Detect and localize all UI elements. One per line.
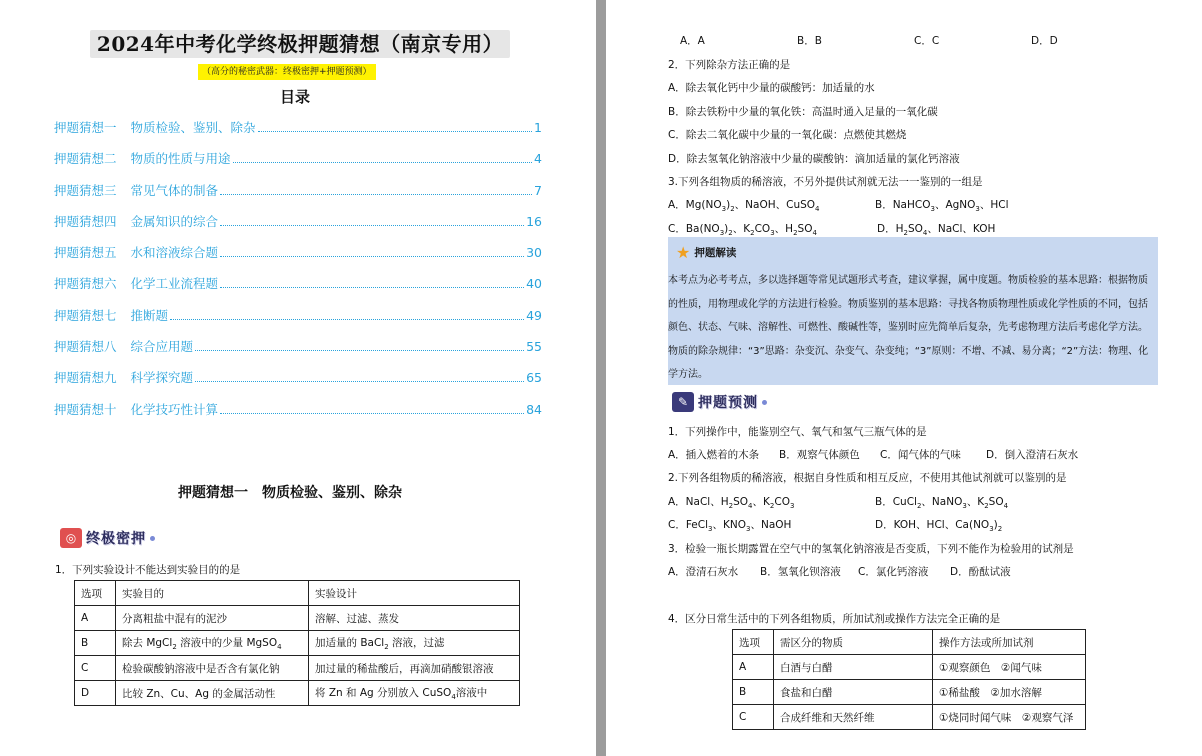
table-row: C 检验碳酸钠溶液中是否含有氯化钠 加过量的稀盐酸后，再滴加硝酸银溶液 bbox=[75, 656, 520, 681]
right-page bbox=[606, 0, 1202, 756]
q3-options-row-2: C．$Ba(NO_3)_2$、$K_2CO_3$、$H_2SO_4$ D．$H_2SO_4$、NaCl、KOH bbox=[668, 223, 996, 238]
toc-entry[interactable]: 押题猜想三 常见气体的制备 7 bbox=[54, 182, 542, 198]
toc-entry[interactable]: 押题猜想六 化学工业流程题 40 bbox=[54, 276, 542, 292]
toc-entry[interactable]: 押题猜想四 金属知识的综合 16 bbox=[54, 213, 542, 229]
prediction-question-3: 3．检验一瓶长期露置在空气中的氢氧化钠溶液是否变质，下列不能作为检验用的试剂是 bbox=[668, 543, 1074, 555]
left-page bbox=[0, 0, 596, 756]
experiment-table bbox=[74, 580, 520, 706]
prediction-question-1: 1．下列操作中，能鉴别空气、氧气和氢气三瓶气体的是 bbox=[668, 426, 927, 438]
badge-final-secret: ◎ 终极密押 bbox=[60, 528, 155, 548]
page-gap bbox=[596, 0, 606, 756]
toc-entry[interactable]: 押题猜想七 推断题 49 bbox=[54, 307, 542, 323]
p2-options-row-2: C．FeCl$_3$、$KNO_3$、NaOH D．KOH、HCl、$Ca(NO_3)_2$ bbox=[668, 519, 1003, 534]
star-icon: ★ bbox=[676, 243, 691, 262]
document-title: 2024年中考化学终极押题猜想（南京专用） bbox=[90, 30, 510, 58]
table-header-row: 选项 实验目的 实验设计 bbox=[75, 581, 520, 606]
document-subtitle: （高分的秘密武器：终极密押+押题预测） bbox=[198, 64, 376, 80]
toc-entry[interactable]: 押题猜想五 水和溶液综合题 30 bbox=[54, 245, 542, 261]
table-row: B 除去 MgCl$_2$ 溶液中的少量 MgSO$_4$ 加适量的 BaCl$_2$ 溶液，过滤 bbox=[75, 631, 520, 656]
question-1: 1．下列实验设计不能达到实验目的的是 bbox=[55, 564, 241, 576]
analysis-title: 押题解读 bbox=[694, 247, 737, 259]
prediction-question-2: 2.下列各组物质的稀溶液，根据自身性质和相互反应，不使用其他试剂就可以鉴别的是 bbox=[668, 472, 1067, 484]
p3-options-row: A．澄清石灰水 B．氢氧化钡溶液 C．氯化钙溶液 D．酚酞试液 bbox=[668, 566, 1011, 578]
toc-entry[interactable]: 押题猜想二 物质的性质与用途 4 bbox=[54, 151, 542, 167]
question-2: 2．下列除杂方法正确的是 bbox=[668, 59, 791, 71]
toc-entry[interactable]: 押题猜想九 科学探究题 65 bbox=[54, 370, 542, 386]
table-row: A 分离粗盐中混有的泥沙 溶解、过滤、蒸发 bbox=[75, 606, 520, 631]
badge-prediction: ✎ 押题预测 bbox=[672, 392, 767, 412]
toc-entry[interactable]: 押题猜想一 物质检验、鉴别、除杂 1 bbox=[54, 120, 542, 135]
table-row: B 食盐和白醋 ①稀盐酸 ②加水溶解 bbox=[733, 680, 1086, 705]
toc-heading: 目录 bbox=[280, 88, 311, 106]
prediction-question-4: 4．区分日常生活中的下列各组物质，所加试剂或操作方法完全正确的是 bbox=[668, 613, 1001, 625]
q2-option-b: B．除去铁粉中少量的氧化铁：高温时通入足量的一氧化碳 bbox=[668, 106, 938, 118]
p1-options-row: A．插入燃着的木条 B．观察气体颜色 C．闻气体的气味 D．倒入澄清石灰水 bbox=[668, 449, 1079, 461]
q2-option-d: D．除去氢氧化钠溶液中少量的碳酸钠：滴加适量的氯化钙溶液 bbox=[668, 153, 960, 165]
table-row: A 白酒与白醋 ①观察颜色 ②闻气味 bbox=[733, 655, 1086, 680]
q3-options-row-1: A．$Mg(NO_3)_2$、NaOH、CuSO$_4$ B．NaHCO$_3$、AgNO$_3$、HCl bbox=[668, 199, 1009, 214]
q2-option-c: C．除去二氧化碳中少量的一氧化碳：点燃使其燃烧 bbox=[668, 129, 907, 141]
toc-entry[interactable]: 押题猜想八 综合应用题 55 bbox=[54, 339, 542, 355]
analysis-body: 本考点为必考考点，多以选择题等常见试题形式考查，建议掌握，属中度题。物质检验的基本思路：根据物质的性质，用物理或化学的方法进行检验。物质鉴别的基本思路：寻找各物质物理性质或化学性质的不同，包括颜色、状态、气味、溶解性、可燃性、酸碱性等，鉴别时应先简单后复杂，先考虑物理方法后考虑化学方法。物质的除杂规律：“3”思路：杂变沉、杂变气、杂变纯；“3”原则：不增、不减、易分离；“2”方法：物理、化学方法。 bbox=[668, 275, 1149, 381]
notepad-icon: ✎ bbox=[672, 392, 694, 412]
table-row: D 比较 Zn、Cu、Ag 的金属活动性 将 Zn 和 Ag 分别放入 CuSO$_4$溶液中 bbox=[75, 681, 520, 706]
answer-choices-row: A．A B．B C．C D．D bbox=[680, 35, 1058, 47]
section-title: 押题猜想一 物质检验、鉴别、除杂 bbox=[178, 485, 402, 501]
table-of-contents bbox=[54, 118, 542, 431]
p2-options-row-1: A．NaCl、$H_2SO_4$、$K_2CO_3$ B．CuCl$_2$、NaNO$_3$、$K_2SO_4$ bbox=[668, 496, 1009, 511]
table-row: C 合成纤维和天然纤维 ①烧同时闻气味 ②观察气泽 bbox=[733, 705, 1086, 730]
analysis-box bbox=[668, 237, 1158, 385]
table-header-row: 选项 需区分的物质 操作方法或所加试剂 bbox=[733, 630, 1086, 655]
toc-entry[interactable]: 押题猜想十 化学技巧性计算 84 bbox=[54, 401, 542, 417]
question-3: 3.下列各组物质的稀溶液，不另外提供试剂就无法一一鉴别的一组是 bbox=[668, 176, 983, 188]
q2-option-a: A．除去氧化钙中少量的碳酸钙：加适量的水 bbox=[668, 82, 875, 94]
gift-icon: ◎ bbox=[60, 528, 82, 548]
distinguish-table bbox=[732, 629, 1086, 730]
